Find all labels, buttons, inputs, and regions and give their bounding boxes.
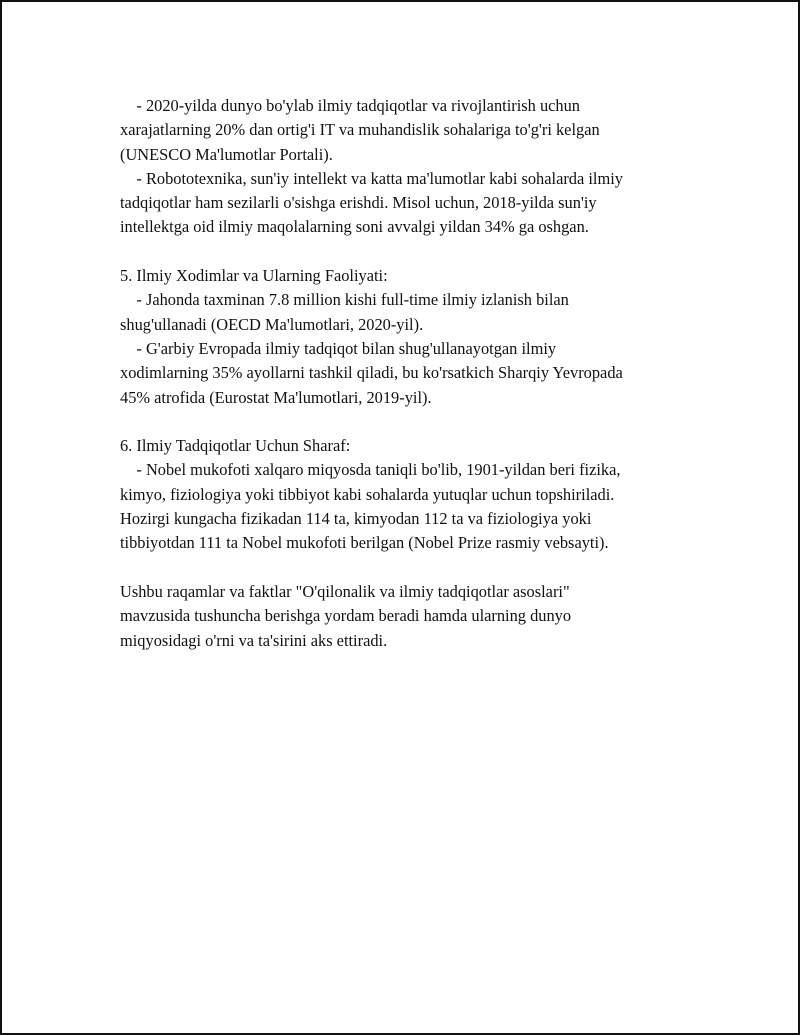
text-line: mavzusida tushuncha berishga yordam beradi hamda ularning dunyo bbox=[120, 606, 572, 626]
document-body bbox=[120, 94, 720, 653]
text-line: - 2020-yilda dunyo bo'ylab ilmiy tadqiqotlar va rivojlantirish uchun bbox=[120, 96, 580, 115]
text-line: tibbiyotdan 111 ta Nobel mukofoti berilgan (Nobel Prize rasmiy vebsayti). bbox=[120, 533, 609, 553]
text-line: kimyo, fiziologiya yoki tibbiyot kabi sohalarda yutuqlar uchun topshiriladi. bbox=[120, 484, 615, 504]
text-line: xodimlarning 35% ayollarni tashkil qiladi, bu ko'rsatkich Sharqiy Yevropada bbox=[120, 363, 623, 383]
text-line: miqyosidagi o'rni va ta'sirini aks ettiradi. bbox=[120, 630, 388, 650]
spacer bbox=[120, 240, 720, 264]
text-line: tadqiqotlar ham sezilarli o'sishga erishdi. Misol uchun, 2018-yilda sun'iy bbox=[120, 193, 597, 213]
conclusion-paragraph bbox=[120, 580, 720, 653]
text-line: xarajatlarning 20% dan ortig'i IT va muhandislik sohalariga to'g'ri kelgan bbox=[120, 120, 600, 140]
text-line: Ushbu raqamlar va faktlar "O'qilonalik va ilmiy tadqiqotlar asoslari" bbox=[120, 581, 570, 601]
spacer bbox=[120, 410, 720, 434]
text-line: 45% atrofida (Eurostat Ma'lumotlari, 2019-yil). bbox=[120, 387, 432, 407]
section-heading: 5. Ilmiy Xodimlar va Ularning Faoliyati: bbox=[120, 266, 388, 286]
section-heading: 6. Ilmiy Tadqiqotlar Uchun Sharaf: bbox=[120, 436, 351, 456]
section-6 bbox=[120, 434, 720, 555]
text-line: shug'ullanadi (OECD Ma'lumotlari, 2020-yil). bbox=[120, 314, 424, 334]
spacer bbox=[120, 556, 720, 580]
text-line: intellektga oid ilmiy maqolalarning soni avvalgi yildan 34% ga oshgan. bbox=[120, 217, 589, 237]
section-5 bbox=[120, 264, 720, 410]
text-line: Hozirgi kungacha fizikadan 114 ta, kimyodan 112 ta va fiziologiya yoki bbox=[120, 509, 592, 529]
paragraph-it-research bbox=[120, 94, 720, 240]
text-line: - Nobel mukofoti xalqaro miqyosda taniqli bo'lib, 1901-yildan beri fizika, bbox=[120, 460, 621, 480]
text-line: (UNESCO Ma'lumotlar Portali). bbox=[120, 144, 333, 164]
text-line: - Robototexnika, sun'iy intellekt va katta ma'lumotlar kabi sohalarda ilmiy bbox=[120, 168, 623, 188]
text-line: - Jahonda taxminan 7.8 million kishi full-time ilmiy izlanish bilan bbox=[120, 290, 569, 310]
text-line: - G'arbiy Evropada ilmiy tadqiqot bilan shug'ullanayotgan ilmiy bbox=[120, 338, 557, 358]
